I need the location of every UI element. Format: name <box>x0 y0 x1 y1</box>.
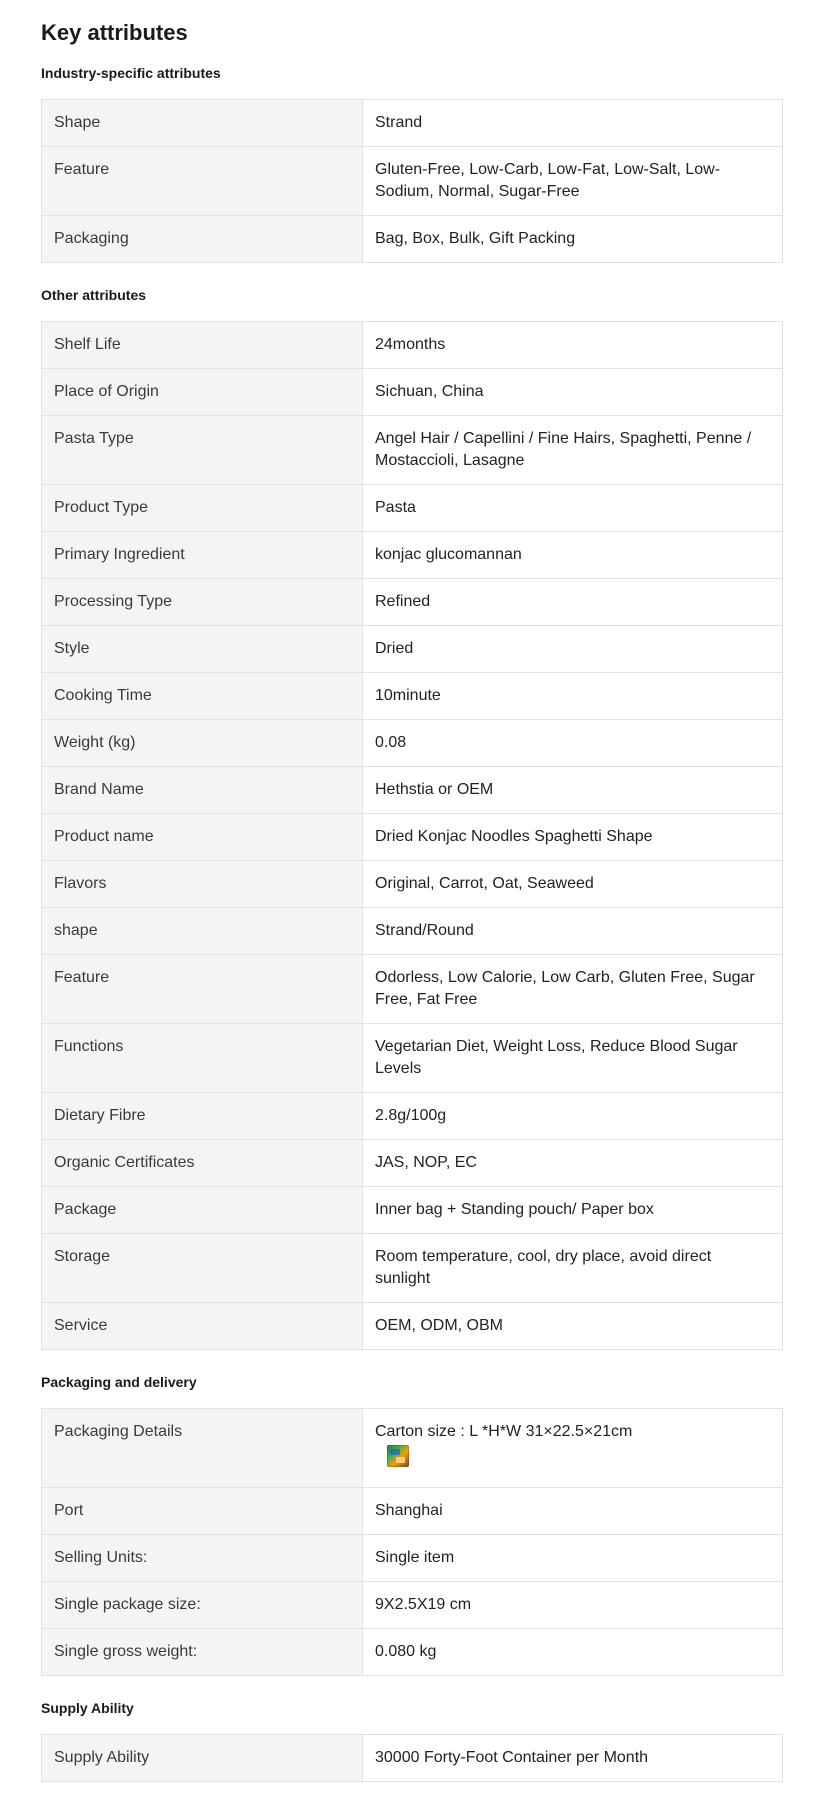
supply-ability-table <box>41 1734 783 1782</box>
attribute-label: Supply Ability <box>42 1735 363 1782</box>
table-row <box>42 369 783 416</box>
attribute-value: Original, Carrot, Oat, Seaweed <box>363 861 783 908</box>
table-row <box>42 1409 783 1488</box>
attribute-value: Shanghai <box>363 1488 783 1535</box>
table-row <box>42 1535 783 1582</box>
table-row <box>42 100 783 147</box>
table-row <box>42 626 783 673</box>
attribute-value: 0.08 <box>363 720 783 767</box>
table-row <box>42 1629 783 1676</box>
attribute-label: Port <box>42 1488 363 1535</box>
attribute-label: Single package size: <box>42 1582 363 1629</box>
attribute-label: Product name <box>42 814 363 861</box>
attribute-value-cell <box>363 1409 783 1488</box>
section-title-supply-ability: Supply Ability <box>41 1700 134 1716</box>
attribute-value: Angel Hair / Capellini / Fine Hairs, Spaghetti, Penne / Mostaccioli, Lasagne <box>363 416 783 485</box>
attribute-label: Feature <box>42 955 363 1024</box>
attribute-value: Vegetarian Diet, Weight Loss, Reduce Blood Sugar Levels <box>363 1024 783 1093</box>
attribute-label: Single gross weight: <box>42 1629 363 1676</box>
table-row <box>42 767 783 814</box>
attribute-label: Functions <box>42 1024 363 1093</box>
attribute-label: Weight (kg) <box>42 720 363 767</box>
attribute-value: 30000 Forty-Foot Container per Month <box>363 1735 783 1782</box>
industry-attributes-table <box>41 99 783 263</box>
attribute-label: Processing Type <box>42 579 363 626</box>
attribute-value: 9X2.5X19 cm <box>363 1582 783 1629</box>
section-title-packaging-delivery: Packaging and delivery <box>41 1374 197 1390</box>
attribute-label: Pasta Type <box>42 416 363 485</box>
attribute-value: Pasta <box>363 485 783 532</box>
section-title-industry-specific: Industry-specific attributes <box>41 65 221 81</box>
attribute-value: 2.8g/100g <box>363 1093 783 1140</box>
attribute-value: Dried <box>363 626 783 673</box>
table-row <box>42 1187 783 1234</box>
attribute-value: 10minute <box>363 673 783 720</box>
attribute-value: Odorless, Low Calorie, Low Carb, Gluten Free, Sugar Free, Fat Free <box>363 955 783 1024</box>
attribute-value: Dried Konjac Noodles Spaghetti Shape <box>363 814 783 861</box>
attribute-label: Storage <box>42 1234 363 1303</box>
table-row <box>42 814 783 861</box>
attribute-label: Shelf Life <box>42 322 363 369</box>
table-row <box>42 908 783 955</box>
attribute-label: Shape <box>42 100 363 147</box>
attribute-label: Organic Certificates <box>42 1140 363 1187</box>
packaging-delivery-table <box>41 1408 783 1676</box>
attribute-label: Style <box>42 626 363 673</box>
table-row <box>42 720 783 767</box>
packaging-thumbnail-image[interactable] <box>387 1445 409 1467</box>
table-row <box>42 579 783 626</box>
attribute-value: Hethstia or OEM <box>363 767 783 814</box>
attribute-value: konjac glucomannan <box>363 532 783 579</box>
table-row <box>42 1735 783 1782</box>
table-row <box>42 1582 783 1629</box>
section-title-other-attributes: Other attributes <box>41 287 147 303</box>
table-row <box>42 322 783 369</box>
table-row <box>42 1093 783 1140</box>
table-row <box>42 216 783 263</box>
table-row <box>42 1303 783 1350</box>
attribute-label: Flavors <box>42 861 363 908</box>
attribute-label: shape <box>42 908 363 955</box>
attribute-label: Primary Ingredient <box>42 532 363 579</box>
other-attributes-table <box>41 321 783 1350</box>
page-title: Key attributes <box>41 20 188 45</box>
attribute-label: Place of Origin <box>42 369 363 416</box>
attribute-value: JAS, NOP, EC <box>363 1140 783 1187</box>
attribute-value: Gluten-Free, Low-Carb, Low-Fat, Low-Salt, Low-Sodium, Normal, Sugar-Free <box>363 147 783 216</box>
attribute-value: Strand/Round <box>363 908 783 955</box>
attribute-value: Sichuan, China <box>363 369 783 416</box>
attribute-label: Cooking Time <box>42 673 363 720</box>
attribute-label: Feature <box>42 147 363 216</box>
attribute-label: Selling Units: <box>42 1535 363 1582</box>
attribute-value: Bag, Box, Bulk, Gift Packing <box>363 216 783 263</box>
table-row <box>42 861 783 908</box>
table-row <box>42 147 783 216</box>
table-row <box>42 485 783 532</box>
attribute-value: Room temperature, cool, dry place, avoid direct sunlight <box>363 1234 783 1303</box>
attribute-label: Product Type <box>42 485 363 532</box>
attribute-label: Service <box>42 1303 363 1350</box>
table-row <box>42 532 783 579</box>
attribute-value: Refined <box>363 579 783 626</box>
attribute-value: OEM, ODM, OBM <box>363 1303 783 1350</box>
attribute-value: Strand <box>363 100 783 147</box>
table-row <box>42 1140 783 1187</box>
table-row <box>42 673 783 720</box>
attribute-value: Inner bag + Standing pouch/ Paper box <box>363 1187 783 1234</box>
table-row <box>42 1488 783 1535</box>
attribute-label: Dietary Fibre <box>42 1093 363 1140</box>
attribute-value: 0.080 kg <box>363 1629 783 1676</box>
attribute-label: Packaging Details <box>42 1409 363 1488</box>
table-row <box>42 416 783 485</box>
attribute-label: Packaging <box>42 216 363 263</box>
table-row <box>42 1024 783 1093</box>
table-row <box>42 1234 783 1303</box>
attribute-label: Package <box>42 1187 363 1234</box>
attribute-value: Single item <box>363 1535 783 1582</box>
attribute-value: Carton size : L *H*W 31×22.5×21cm <box>375 1423 633 1440</box>
table-row <box>42 955 783 1024</box>
attribute-label: Brand Name <box>42 767 363 814</box>
attribute-value: 24months <box>363 322 783 369</box>
